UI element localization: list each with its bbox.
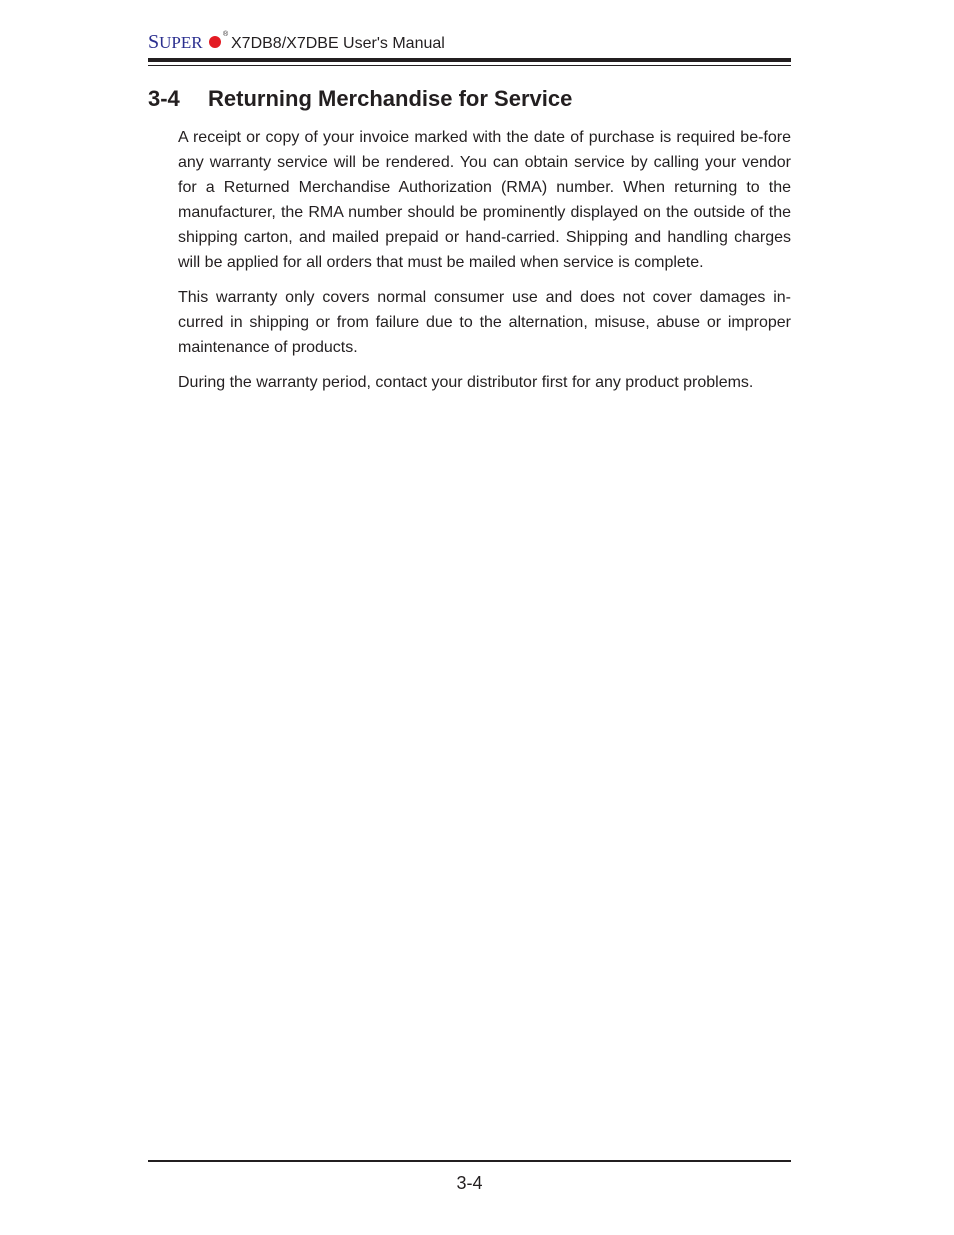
supermicro-logo	[148, 32, 203, 53]
logo-rest: UPER	[159, 33, 203, 52]
footer-rule	[148, 1160, 791, 1162]
section-number: 3-4	[148, 86, 180, 111]
paragraph-rma: A receipt or copy of your invoice marked with the date of purchase is required be-fore any warranty service will be rendered. You can obtain service by calling your vendor for a Returned Merchandise Authorization (RMA) number. When returning to the manufacturer, the RMA number should be prominently displayed on the outside of the shipping carton, and mailed prepaid or hand-carried. Shipping and handling charges will be applied for all orders that must be mailed when service is complete.	[178, 129, 791, 271]
header-rule-thick	[148, 58, 791, 62]
section-heading	[148, 86, 572, 112]
logo-initial: S	[148, 31, 160, 53]
section-body	[178, 125, 791, 405]
section-title: Returning Merchandise for Service	[208, 86, 573, 111]
page-number: 3-4	[456, 1173, 483, 1193]
manual-title: X7DB8/X7DBE User's Manual	[231, 35, 445, 52]
registered-mark: ®	[223, 31, 229, 38]
header-rule-thin	[148, 65, 791, 66]
page-header	[148, 30, 791, 54]
paragraph-contact-distributor: During the warranty period, contact your distributor first for any product problems.	[178, 374, 754, 391]
paragraph-warranty-coverage: This warranty only covers normal consumer use and does not cover damages in-curred in shipping or from failure due to the alternation, misuse, abuse or improper maintenance of products.	[178, 289, 791, 356]
logo-red-dot-icon	[209, 36, 221, 48]
